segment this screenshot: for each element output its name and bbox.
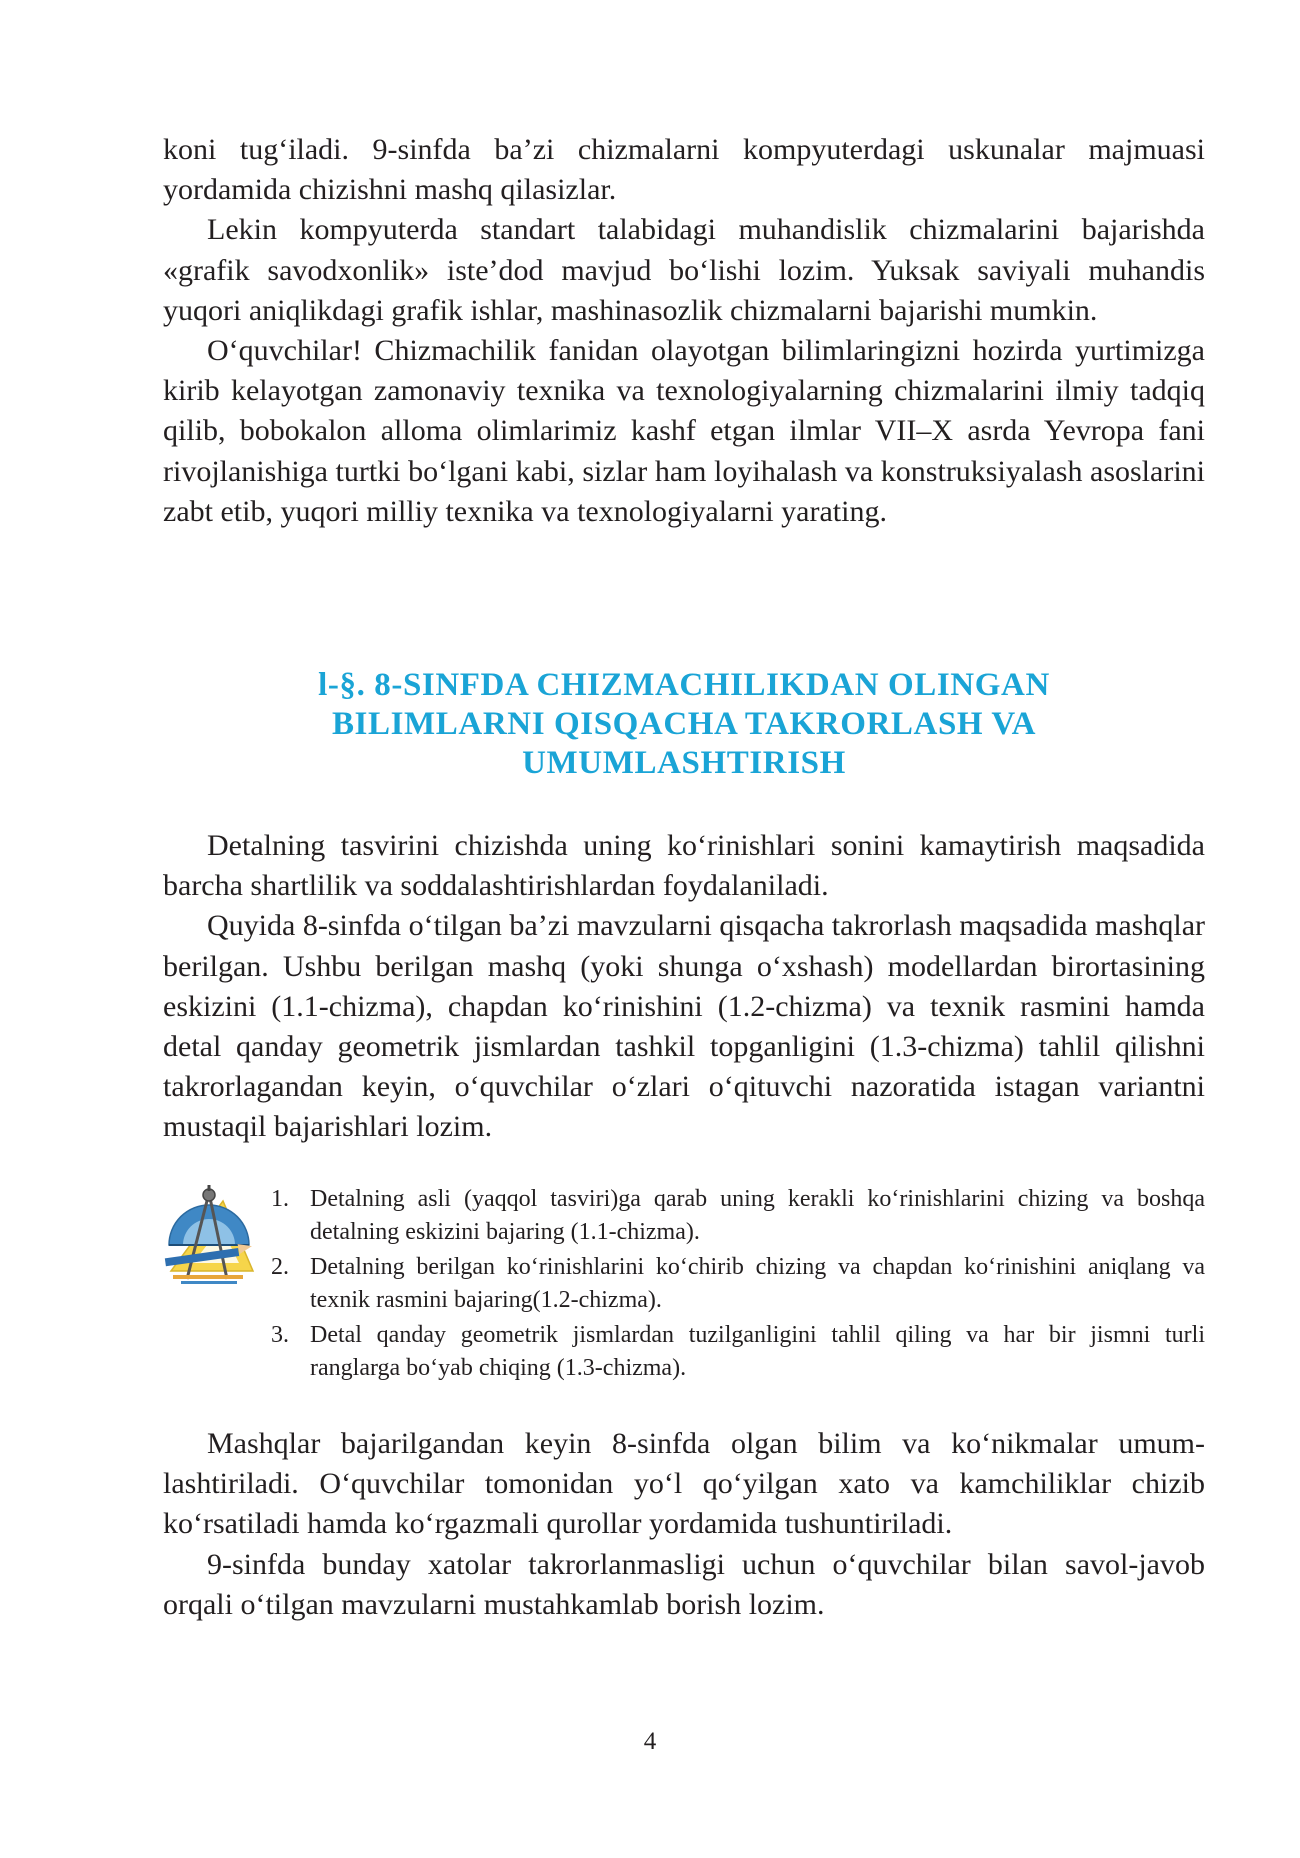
heading-line-1: l-§. 8-SINFDA CHIZMACHILIKDAN OLINGAN: [318, 667, 1050, 703]
page-number: 4: [643, 1728, 657, 1755]
intro-paragraph-2: Lekin kompyuterda standart talabidagi muhandislik chizmalarini bajarishda «grafik savodxonlik» iste’dod mavjud bo‘lishi lozim. Yuksak saviyali muhandis yuqori aniqlikdagi grafik ishlar, mashinasozlik chizmalarni bajarishi mumkin.: [163, 213, 1205, 327]
body-paragraph-1: Detalning tasvirini chizishda uning ko‘rinishlari sonini kamaytirish maqsadida barcha shartlilik va soddalashtirishlardan foydalaniladi.: [163, 829, 1205, 903]
task-item: [258, 1251, 1205, 1316]
task-number: 3.: [271, 1322, 289, 1348]
task-text: Detal qanday geometrik jismlardan tuzilganligini tahlil qiling va har bir jismni turli ranglarga bo‘yab chiqing (1.3-chizma).: [310, 1322, 1205, 1381]
task-number: 2.: [271, 1254, 289, 1280]
task-text: Detalning asli (yaqqol tasviri)ga qarab uning kerakli ko‘rinishlarini chizing va boshqa detalning eskizini bajaring (1.1-chizma).: [310, 1186, 1205, 1245]
body-section-1: [163, 826, 1205, 1148]
body-section-2: [163, 1424, 1205, 1625]
heading-line-2: BILIMLARNI QISQACHA TAKRORLASH VA: [331, 706, 1037, 742]
compass-ruler-icon: [163, 1183, 259, 1288]
heading-line-3: UMUMLASHTIRISH: [522, 745, 846, 781]
task-list: [258, 1183, 1205, 1387]
task-number: 1.: [271, 1186, 289, 1212]
task-text: Detalning berilgan ko‘rinishlarini ko‘chirib chizing va chapdan ko‘rinishini aniqlang va texnik rasmini bajaring(1.2-chizma).: [310, 1254, 1205, 1313]
intro-paragraph-3: O‘quvchilar! Chizmachilik fanidan olayotgan bilimlaringizni hozirda yurtimizga kirib kelayotgan zamonaviy texnika va texnologiyalarning chizmalarini ilmiy tadqiq qilib, bobokalon alloma olimlarimiz kashf etgan ilmlar VII–X asrda Yevropa fani rivojlanishiga turtki bo‘lgani kabi, sizlar ham loyihalash va konstruksiyalash asoslarini zabt etib, yuqori milliy texnika va texnologiyalarni yarating.: [163, 334, 1205, 528]
task-item: [258, 1183, 1205, 1248]
body-paragraph-4: 9-sinfda bunday xatolar takrorlanmasligi uchun o‘quvchilar bilan savol-javob orqali o‘tilgan mavzularni mustahkamlab borish lozim.: [163, 1547, 1205, 1621]
section-heading: [163, 666, 1205, 783]
intro-section: [163, 130, 1205, 532]
intro-paragraph-1: koni tug‘iladi. 9-sinfda ba’zi chizmalarni kompyuterdagi uskunalar majmuasi yordamida chizishni mashq qilasizlar.: [163, 133, 1205, 207]
body-paragraph-3: Mashqlar bajarilgandan keyin 8-sinfda olgan bilim va ko‘nikmalar umumlashtiriladi. O‘quvchilar tomonidan yo‘l qo‘yilgan xato va kamchiliklar chizib ko‘rsatiladi hamda ko‘rgazmali qurollar yordamida tushuntiriladi.: [163, 1427, 1205, 1541]
body-paragraph-2: Quyida 8-sinfda o‘tilgan ba’zi mavzularni qisqacha takrorlash maqsadida mashqlar berilgan. Ushbu berilgan mashq (yoki shunga o‘xshash) modellardan birortasining eskizini (1.1-chizma), chapdan ko‘rinishini (1.2-chizma) va texnik rasmini hamda detal qanday geometrik jismlardan tashkil topganligini (1.3-chizma) tahlil qilishni takrorlagandan keyin, o‘quvchilar o‘zlari o‘qituvchi nazoratida istagan variantni mustaqil bajarishlari lozim.: [163, 909, 1205, 1144]
task-item: [258, 1319, 1205, 1384]
